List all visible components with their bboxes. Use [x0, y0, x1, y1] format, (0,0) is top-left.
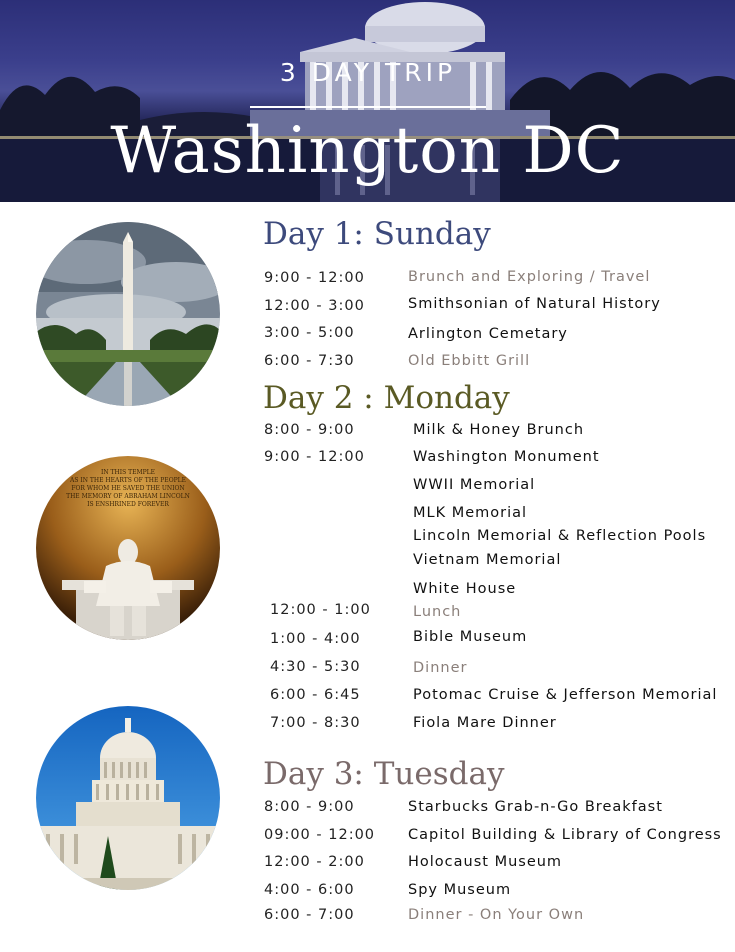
header-banner — [0, 0, 735, 202]
svg-text:AS IN THE HEARTS OF THE PEOPLE: AS IN THE HEARTS OF THE PEOPLE — [69, 477, 187, 484]
day-1-time: 9:00 - 12:00 — [264, 270, 365, 286]
page-title: Washington DC — [110, 114, 625, 188]
day-2-time: 6:00 - 6:45 — [270, 687, 361, 703]
day-3-heading: Day 3: Tuesday — [263, 756, 505, 792]
day-2-heading: Day 2 : Monday — [263, 380, 510, 416]
day-2-time: 1:00 - 4:00 — [270, 631, 361, 647]
svg-text:IN THIS TEMPLE: IN THIS TEMPLE — [100, 469, 156, 476]
svg-text:FOR WHOM HE SAVED THE UNION: FOR WHOM HE SAVED THE UNION — [71, 485, 185, 492]
day-3-activity: Holocaust Museum — [408, 854, 563, 870]
day-1-time: 3:00 - 5:00 — [264, 325, 355, 341]
day-3-activity: Capitol Building & Library of Congress — [408, 827, 722, 843]
day-3-time: 6:00 - 7:00 — [264, 907, 355, 923]
day-2-activity: Potomac Cruise & Jefferson Memorial — [413, 687, 718, 703]
day-2-activity: Bible Museum — [413, 629, 528, 645]
day-2-activity: WWII Memorial — [413, 477, 536, 493]
lincoln-memorial-photo — [36, 456, 220, 640]
day-3-time: 8:00 - 9:00 — [264, 799, 355, 815]
day-2-activity: White House — [413, 581, 517, 597]
svg-text:THE MEMORY OF ABRAHAM LINCOLN: THE MEMORY OF ABRAHAM LINCOLN — [66, 493, 190, 500]
day-3-activity: Spy Museum — [408, 882, 512, 898]
day-2-activity: Milk & Honey Brunch — [413, 422, 585, 438]
day-2-time: 7:00 - 8:30 — [270, 715, 361, 731]
us-capitol-photo — [36, 706, 220, 890]
day-3-activity: Dinner - On Your Own — [408, 907, 585, 923]
day-2-activity: Lunch — [413, 604, 462, 620]
day-1-activity: Smithsonian of Natural History — [408, 296, 661, 312]
day-1-activity: Arlington Cemetary — [408, 326, 568, 342]
day-2-time: 4:30 - 5:30 — [270, 659, 361, 675]
day-2-activity: MLK Memorial — [413, 505, 528, 521]
trip-length-subtitle: 3 DAY TRIP — [279, 58, 457, 87]
day-2-time: 8:00 - 9:00 — [264, 422, 355, 438]
day-1-activity: Old Ebbitt Grill — [408, 353, 531, 369]
svg-text:IS ENSHRINED FOREVER: IS ENSHRINED FOREVER — [87, 501, 169, 508]
day-2-activity: Dinner — [413, 660, 468, 676]
day-2-activity: Vietnam Memorial — [413, 552, 562, 568]
day-1-activity: Brunch and Exploring / Travel — [408, 269, 651, 285]
day-3-activity: Starbucks Grab-n-Go Breakfast — [408, 799, 663, 815]
day-3-time: 09:00 - 12:00 — [264, 827, 376, 843]
day-1-time: 6:00 - 7:30 — [264, 353, 355, 369]
day-3-time: 12:00 - 2:00 — [264, 854, 365, 870]
day-1-heading: Day 1: Sunday — [263, 216, 491, 252]
title-divider — [250, 106, 486, 108]
day-2-activity: Fiola Mare Dinner — [413, 715, 557, 731]
day-3-time: 4:00 - 6:00 — [264, 882, 355, 898]
day-2-activity: Washington Monument — [413, 449, 600, 465]
washington-monument-photo — [36, 222, 220, 406]
day-1-time: 12:00 - 3:00 — [264, 298, 365, 314]
day-2-time: 12:00 - 1:00 — [270, 602, 371, 618]
day-2-time: 9:00 - 12:00 — [264, 449, 365, 465]
day-2-activity: Lincoln Memorial & Reflection Pools — [413, 528, 707, 544]
